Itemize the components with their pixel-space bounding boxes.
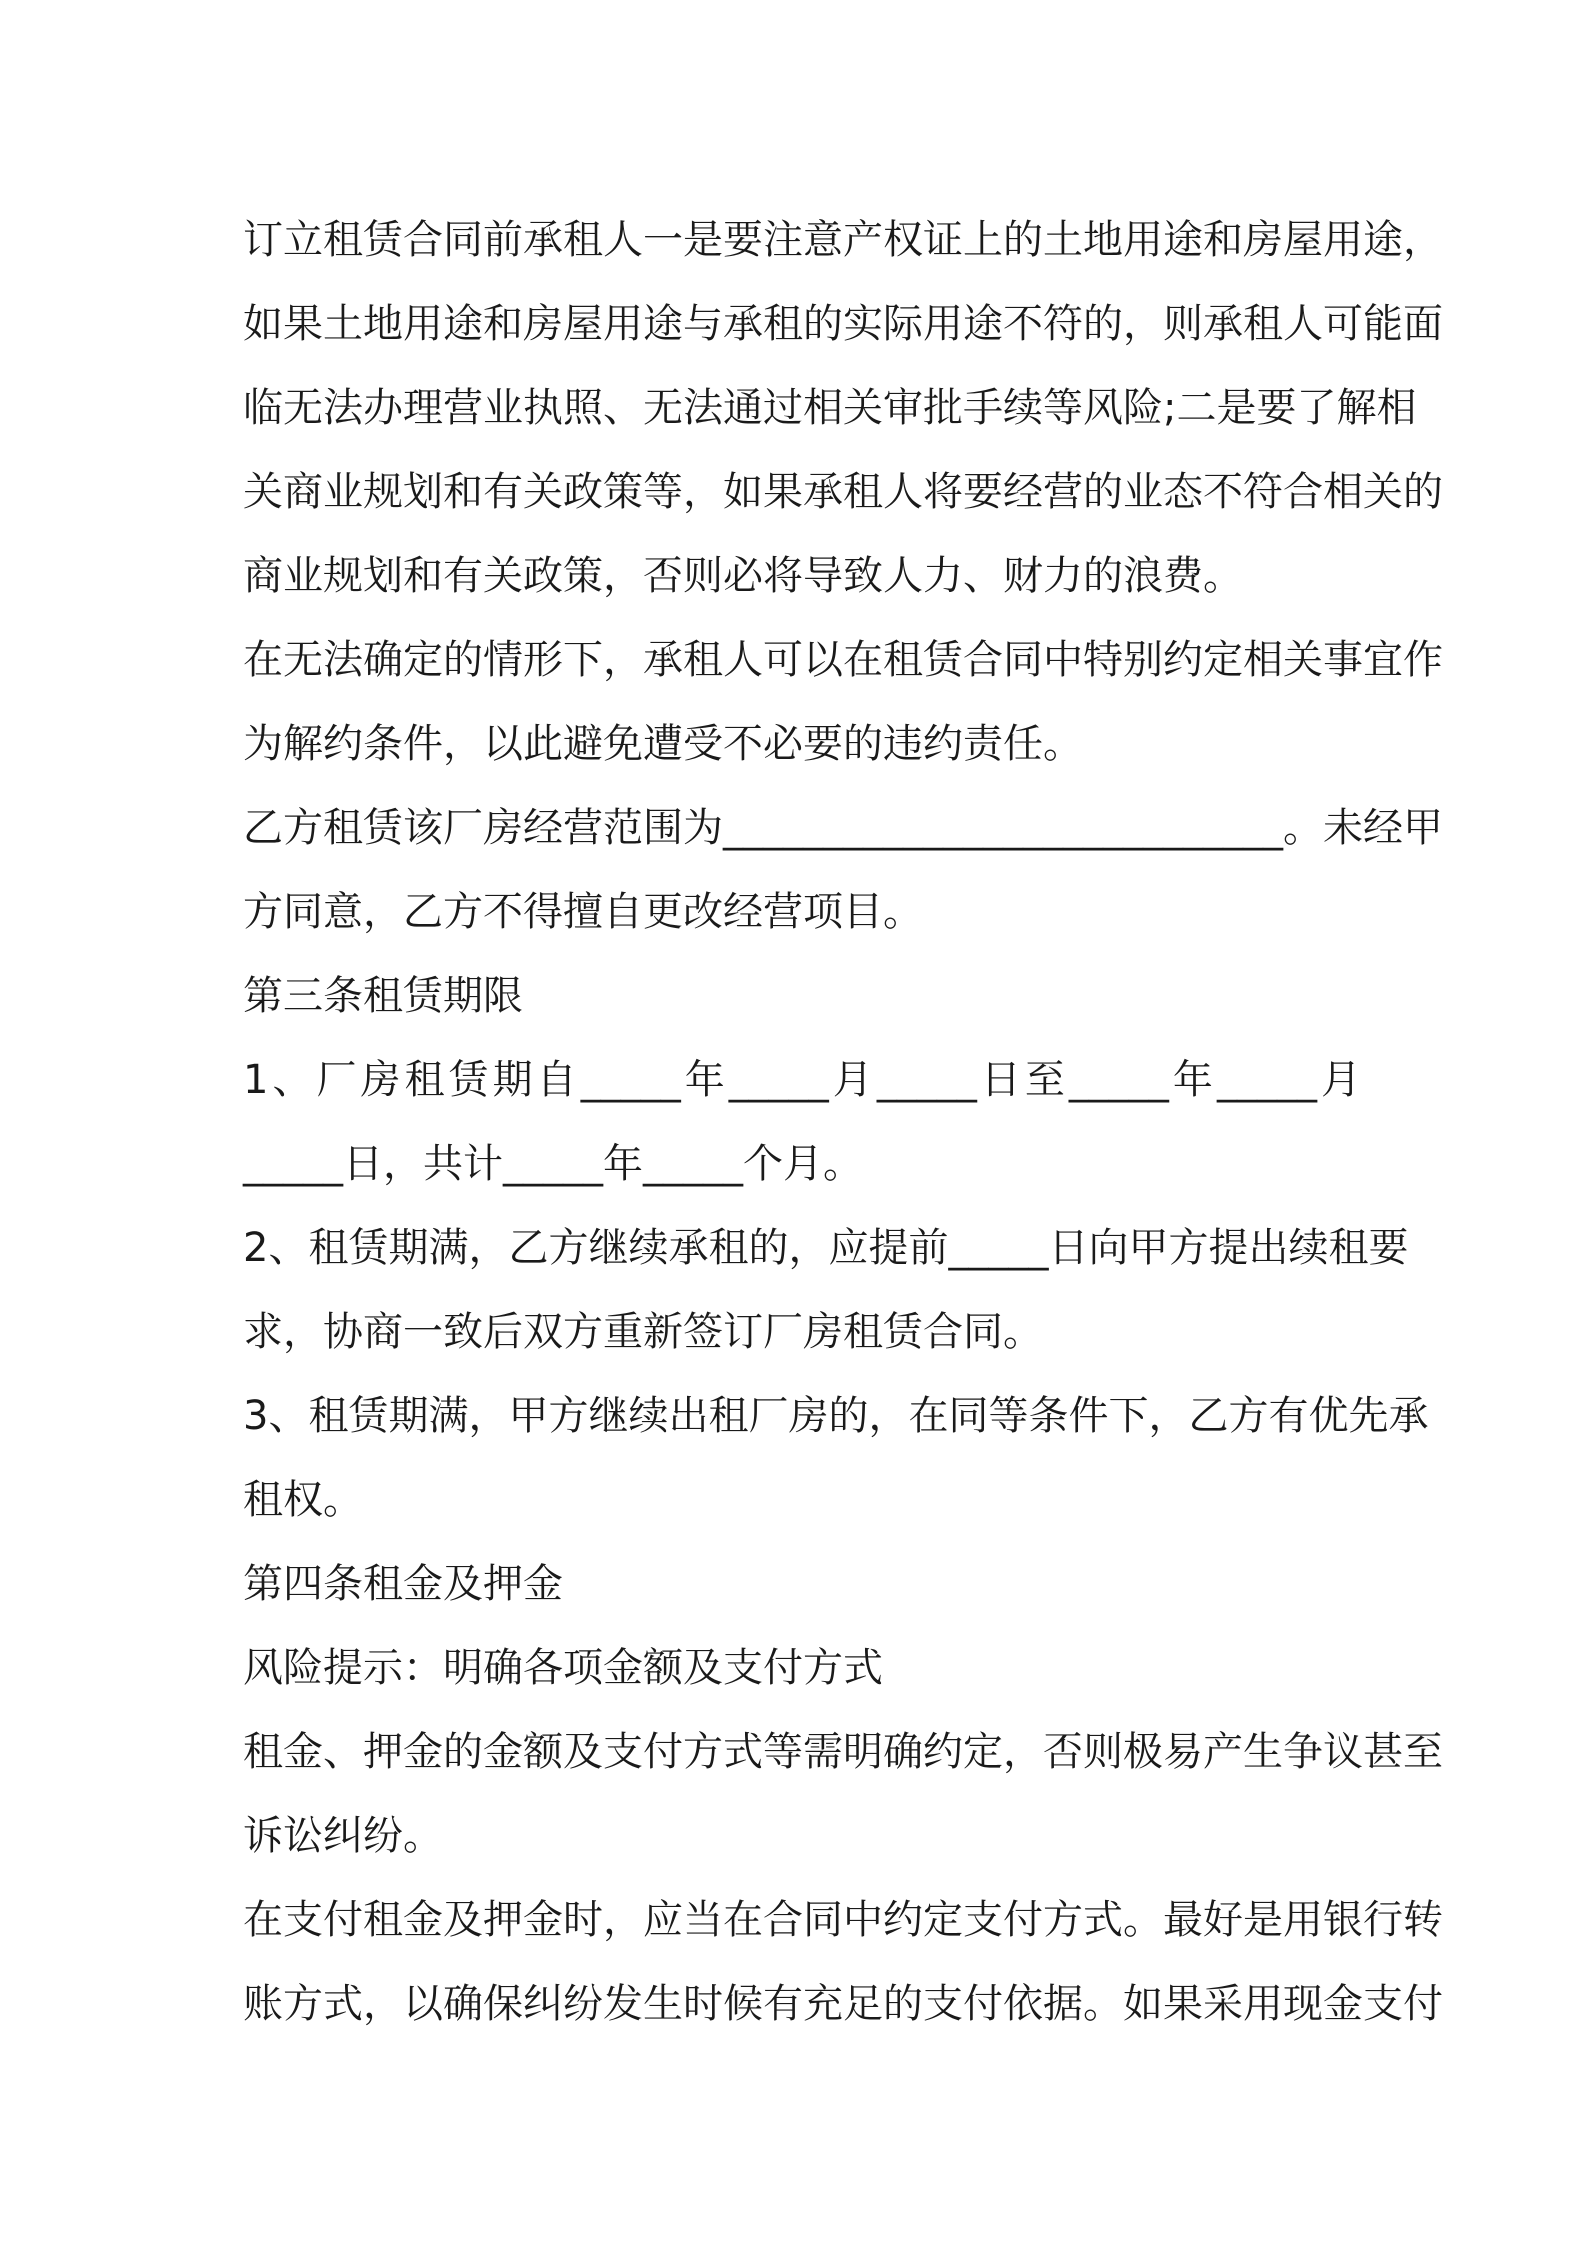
text-line: 如果土地用途和房屋用途与承租的实际用途不符的，则承租人可能面 <box>243 301 1443 347</box>
text-line: 方同意，乙方不得擅自更改经营项目。 <box>243 889 923 935</box>
section-heading: 第三条租赁期限 <box>243 973 523 1019</box>
text-line: 在支付租金及押金时，应当在合同中约定支付方式。最好是用银行转 <box>243 1897 1443 1943</box>
text-line: 1、厂房租赁期自_____年_____月_____日至_____年_____月 <box>243 1057 1361 1103</box>
text-line: 诉讼纠纷。 <box>243 1813 443 1859</box>
text-line: 在无法确定的情形下，承租人可以在租赁合同中特别约定相关事宜作 <box>243 637 1443 683</box>
text-line: 乙方租赁该厂房经营范围为____________________________。未经甲 <box>243 805 1443 851</box>
text-line: 租金、押金的金额及支付方式等需明确约定，否则极易产生争议甚至 <box>243 1729 1443 1775</box>
section-heading: 第四条租金及押金 <box>243 1561 563 1607</box>
text-line: _____日，共计_____年_____个月。 <box>243 1141 863 1187</box>
text-line: 为解约条件，以此避免遭受不必要的违约责任。 <box>243 721 1083 767</box>
text-line: 订立租赁合同前承租人一是要注意产权证上的土地用途和房屋用途， <box>243 217 1443 263</box>
document-body <box>243 198 1443 2046</box>
text-line: 租权。 <box>243 1477 363 1523</box>
text-line: 商业规划和有关政策，否则必将导致人力、财力的浪费。 <box>243 553 1243 599</box>
text-line: 3、租赁期满，甲方继续出租厂房的，在同等条件下，乙方有优先承 <box>243 1393 1429 1439</box>
text-line: 关商业规划和有关政策等，如果承租人将要经营的业态不符合相关的 <box>243 469 1443 515</box>
text-line: 求，协商一致后双方重新签订厂房租赁合同。 <box>243 1309 1043 1355</box>
text-line: 临无法办理营业执照、无法通过相关审批手续等风险;二是要了解相 <box>243 385 1417 431</box>
risk-tip: 风险提示：明确各项金额及支付方式 <box>243 1645 883 1691</box>
text-line: 2、租赁期满，乙方继续承租的，应提前_____日向甲方提出续租要 <box>243 1225 1409 1271</box>
text-line: 账方式，以确保纠纷发生时候有充足的支付依据。如果采用现金支付 <box>243 1981 1443 2027</box>
